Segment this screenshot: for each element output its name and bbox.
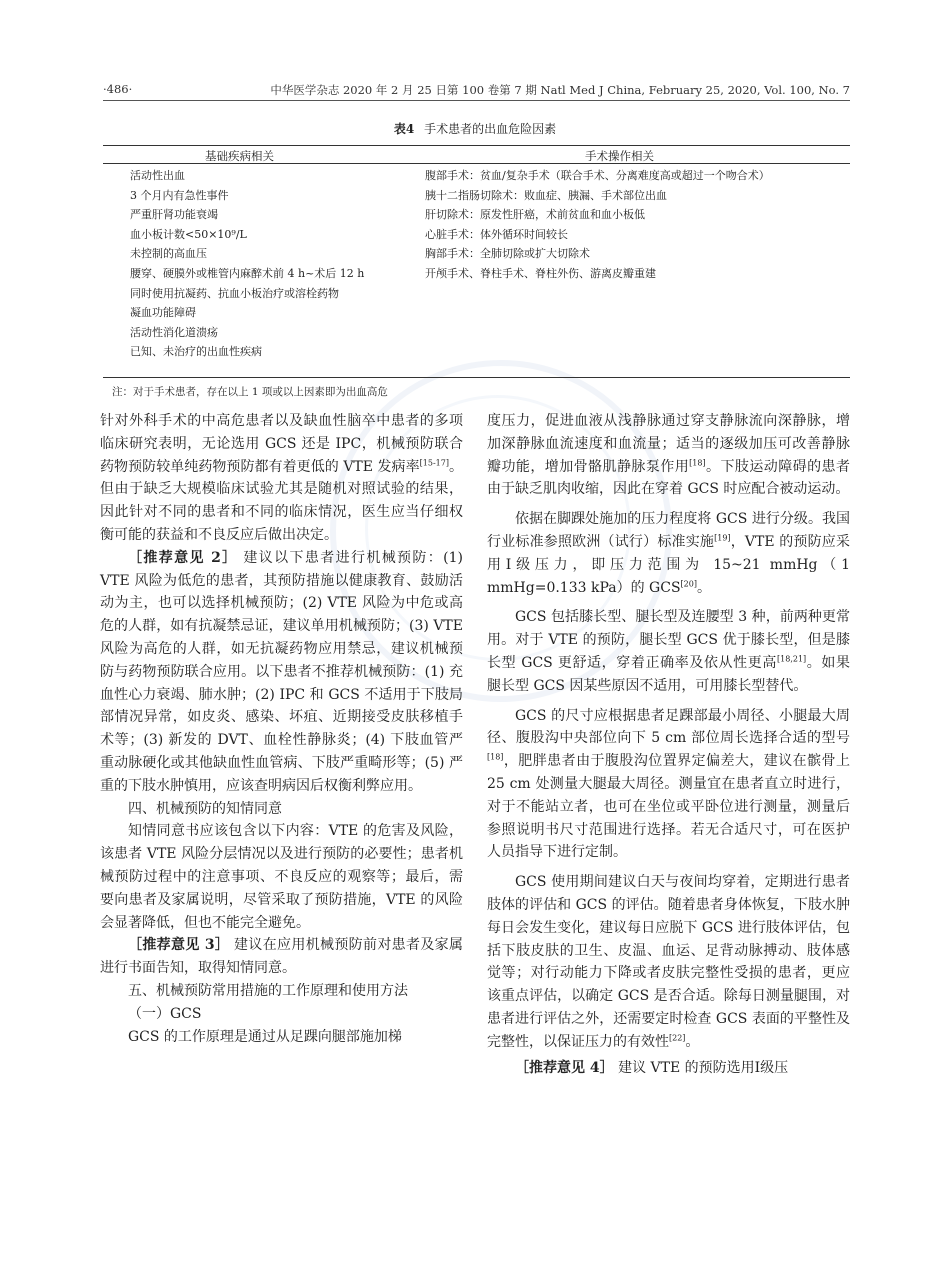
- section-heading-5: 五、机械预防常用措施的工作原理和使用方法: [128, 982, 408, 999]
- table-cell: 肝切除术：原发性肝癌，术前贫血和血小板低: [425, 208, 645, 222]
- table-note: 注：对于手术患者，存在以上 1 项或以上因素即为出血高危: [112, 386, 388, 398]
- recommendation-4: ［推荐意见 4］ 建议 VTE 的预防选用Ⅰ级压: [515, 1059, 789, 1076]
- recommendation-2: ［推荐意见 2］ 建议以下患者进行机械预防：(1) VTE 风险为低危的患者，其预防措施以健康教育、鼓励活动为主，也可以选择机械预防；(2) VTE 风险为中危或高危的人群，如有抗凝禁忌证，建议单用机械预防；(3) VTE 风险为高危的人群，如无抗凝药物应用禁忌，建议机械预防与药物预防联合应用。以下患者不推荐机械预防：(1) 充血性心力衰竭、肺水肿；(2) IPC 和 GCS 不适用于下肢局部情况异常，如皮炎、感染、坏疽、近期接受皮肤移植手术等；(3) 新发的 DVT、血栓性静脉炎；(4) 下肢血管严重动脉硬化或其他缺血性血管病、下肢严重畸形等；(5) 严重的下肢水肿慎用，应该查明病因后权衡利弊应用。: [100, 549, 463, 794]
- table-cell: 凝血功能障碍: [130, 306, 196, 320]
- recommendation-label: ［推荐意见 4］: [515, 1059, 614, 1076]
- citation-ref: [15-17]: [419, 457, 449, 467]
- recommendation-3: ［推荐意见 3］ 建议在应用机械预防前对患者及家属进行书面告知，取得知情同意。: [100, 937, 463, 977]
- table-cell: 胸部手术：全肺切除或扩大切除术: [425, 247, 590, 261]
- left-text-column: [100, 410, 463, 1048]
- table-cell: 已知、未治疗的出血性疾病: [130, 345, 262, 359]
- page-number: ·486·: [103, 82, 133, 96]
- table-cell: 未控制的高血压: [130, 247, 207, 261]
- paragraph: 针对外科手术的中高危患者以及缺血性脑卒中患者的多项临床研究表明，无论选用 GCS 还是 IPC，机械预防联合药物预防较单纯药物预防都有着更低的 VTE 发病率[15-17]。但由于缺乏大规模临床试验尤其是随机对照试验的结果，因此针对不同的患者和不同的临床情况，医生应当仔细权衡可能的获益和不良反应后做出决定。: [100, 413, 464, 543]
- paragraph: GCS 的尺寸应根据患者足踝部最小周径、小腿最大周径、腹股沟中央部位向下 5 cm 部位周长选择合适的型号[18]，肥胖患者由于腹股沟位置界定偏差大，建议在髌骨上 25 cm 处测量大腿最大周径。测量宜在患者直立时进行，对于不能站立者，也可在坐位或平卧位进行测量，测量后参照说明书尺寸范围进行选择。若无合适尺寸，可在医护人员指导下进行定制。: [487, 707, 850, 861]
- table-cell: 活动性出血: [130, 169, 185, 182]
- table-title: 手术患者的出血危险因素: [424, 122, 557, 136]
- table-cell: 3 个月内有急性事件: [130, 188, 229, 202]
- page-header: [103, 82, 850, 100]
- paragraph: 依据在脚踝处施加的压力程度将 GCS 进行分级。我国行业标准参照欧洲（试行）标准实施[19]，VTE 的预防应采用Ⅰ级压力，即压力范围为 15~21 mmHg（1 mmHg=0.133 kPa）的 GCS[20]。: [487, 511, 851, 596]
- table-cell: 同时使用抗凝药、抗血小板治疗或溶栓药物: [130, 286, 339, 300]
- table-cell: 胰十二指肠切除术：败血症、胰漏、手术部位出血: [425, 188, 667, 202]
- recommendation-label: ［推荐意见 2］: [128, 549, 238, 566]
- right-text-column: [487, 410, 850, 1079]
- table-caption: [0, 120, 950, 137]
- citation-ref: [19]: [714, 533, 731, 543]
- table-header-rule: [103, 163, 850, 164]
- table-top-rule: [103, 145, 850, 146]
- table-label: 表4: [393, 122, 415, 136]
- paragraph: 知情同意书应该包含以下内容：VTE 的危害及风险，该患者 VTE 风险分层情况以及进行预防的必要性；患者机械预防过程中的注意事项、不良反应的观察等；最后，需要向患者及家属说明，尽管采取了预防措施，VTE 的风险会显著降低，但也不能完全避免。: [100, 823, 463, 931]
- table-left-column: [130, 166, 420, 362]
- table-cell: 心脏手术：体外循环时间较长: [425, 227, 568, 241]
- table-cell: 血小板计数<50×10⁹/L: [130, 227, 247, 241]
- citation-ref: [18]: [487, 752, 504, 762]
- subsection-heading: （一）GCS: [128, 1005, 202, 1022]
- citation-ref: [18]: [689, 457, 706, 467]
- table-header-left: 基础疾病相关: [205, 149, 274, 163]
- paragraph: GCS 包括膝长型、腿长型及连腰型 3 种，前两种更常用。对于 VTE 的预防，腿长型 GCS 优于膝长型，但是膝长型 GCS 更舒适，穿着正确率及依从性更高[18,21]。如果腿长型 GCS 因某些原因不适用，可用膝长型替代。: [487, 609, 851, 694]
- recommendation-label: ［推荐意见 3］: [128, 937, 230, 954]
- table-cell: 严重肝肾功能衰竭: [130, 208, 218, 222]
- header-rule: [103, 100, 850, 101]
- paragraph: GCS 使用期间建议白天与夜间均穿着，定期进行患者肢体的评估和 GCS 的评估。随着患者身体恢复，下肢水肿每日会发生变化，建议每日应脱下 GCS 进行肢体评估，包括下肢皮肤的卫生、皮温、血运、足背动脉搏动、肢体感觉等；对行动能力下降或者皮肤完整性受损的患者，更应该重点评估，以确定 GCS 是否合适。除每日测量腿围，对患者进行评估之外，还需要定时检查 GCS 表面的平整性及完整性，以保证压力的有效性[22]。: [487, 874, 850, 1050]
- table-cell: 开颅手术、脊柱手术、脊柱外伤、游离皮瓣重建: [425, 266, 656, 280]
- table-cell: 腰穿、硬膜外或椎管内麻醉术前 4 h~术后 12 h: [130, 266, 365, 280]
- table-right-column: [425, 166, 845, 284]
- section-heading-4: 四、机械预防的知情同意: [128, 800, 282, 817]
- citation-ref: [20]: [680, 578, 697, 588]
- journal-citation: 中华医学杂志 2020 年 2 月 25 日第 100 卷第 7 期 Natl Med J China, February 25, 2020, Vol. 100, No. 7: [270, 83, 850, 97]
- table-bottom-rule: [103, 377, 850, 378]
- table-cell: 活动性消化道溃疡: [130, 325, 218, 339]
- paragraph: GCS 的工作原理是通过从足踝向腿部施加梯: [128, 1028, 402, 1045]
- paragraph: 度压力，促进血液从浅静脉通过穿支静脉流向深静脉，增加深静脉血流速度和血流量；适当的逐级加压可改善静脉瓣功能，增加骨骼肌静脉泵作用[18]。下肢运动障碍的患者由于缺乏肌肉收缩，因此在穿着 GCS 时应配合被动运动。: [487, 413, 851, 498]
- citation-ref: [18,21]: [777, 654, 807, 664]
- table-cell: 腹部手术：贫血/复杂手术（联合手术、分离难度高或超过一个吻合术）: [425, 169, 770, 182]
- citation-ref: [22]: [669, 1033, 686, 1043]
- table-header-right: 手术操作相关: [585, 149, 654, 163]
